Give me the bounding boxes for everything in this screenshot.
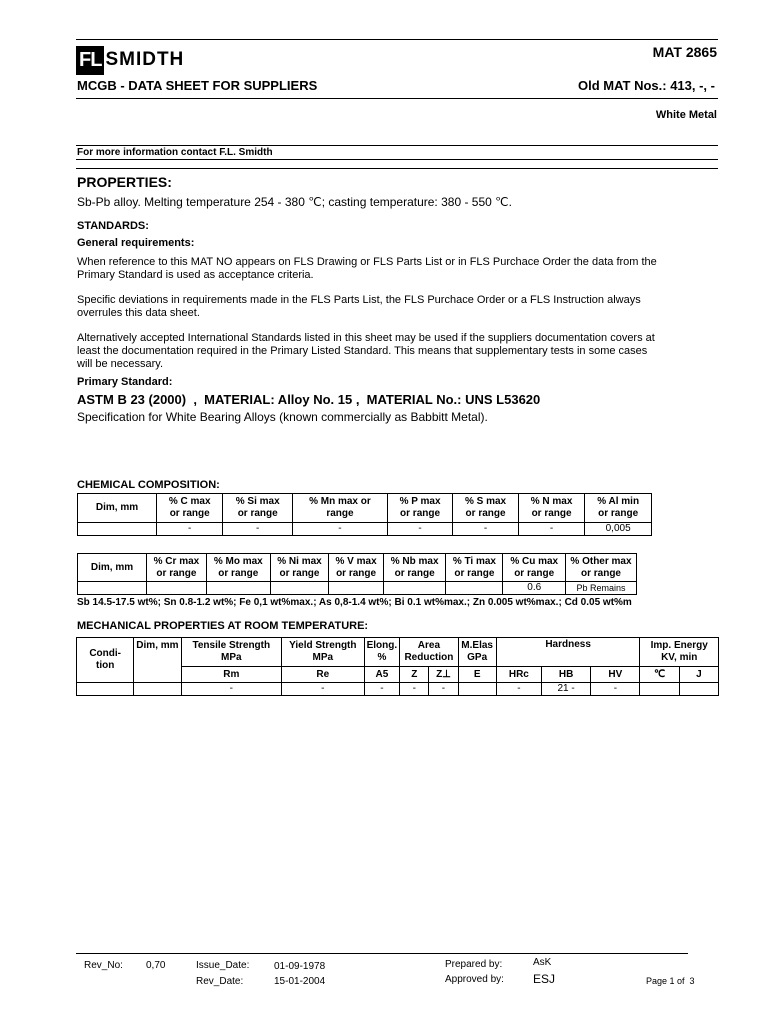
table-header-cell: Hardness bbox=[496, 638, 640, 667]
table-header-cell bbox=[453, 494, 519, 523]
table-header-cell bbox=[77, 638, 134, 683]
paragraph-line: least the documentation required in the Primary Listed Standard. This means that supplementary tests in some cases bbox=[77, 345, 648, 357]
contact-rule-bottom bbox=[76, 159, 718, 160]
table-header-cell bbox=[293, 494, 388, 523]
header-line: % Nb max bbox=[390, 555, 439, 567]
table-cell: - bbox=[496, 683, 541, 696]
header-line: % Other max bbox=[570, 555, 632, 567]
header-line: GPa bbox=[467, 652, 488, 663]
header-line: or range bbox=[218, 567, 259, 579]
properties-text: Sb-Pb alloy. Melting temperature 254 - 380 ℃; casting temperature: 380 - 550 ℃. bbox=[77, 195, 512, 209]
header-line: or range bbox=[598, 508, 639, 519]
chemical-composition-heading: CHEMICAL COMPOSITION: bbox=[77, 479, 220, 491]
table-header-cell bbox=[640, 638, 719, 667]
table-cell bbox=[134, 683, 181, 696]
header-line: % C max bbox=[168, 496, 211, 507]
table-header-cell bbox=[147, 554, 207, 582]
table-cell bbox=[383, 582, 446, 595]
contact-line: For more information contact F.L. Smidth bbox=[77, 147, 273, 158]
rev-date: 15-01-2004 bbox=[274, 976, 326, 987]
contact-rule-bottom-2 bbox=[76, 168, 718, 169]
table-cell: - bbox=[518, 523, 584, 536]
table-subheader-cell: E bbox=[458, 667, 496, 683]
prepared-by: AsK bbox=[533, 957, 552, 968]
table-cell bbox=[446, 582, 503, 595]
primary-standard: ASTM B 23 (2000) , MATERIAL: Alloy No. 15 , MATERIAL No.: UNS L53620 bbox=[77, 392, 541, 407]
header-line: Yield Strength bbox=[289, 640, 357, 651]
table-header-cell bbox=[566, 554, 637, 582]
table-subheader-cell: HRc bbox=[496, 667, 541, 683]
rev-no-label: Rev_No: bbox=[84, 960, 123, 971]
table-cell: - bbox=[591, 683, 640, 696]
header-line: Imp. Energy bbox=[650, 640, 708, 651]
table-cell: - bbox=[429, 683, 458, 696]
table-header-cell: Dim, mm bbox=[134, 638, 181, 683]
page-number: Page 1 of 3 bbox=[646, 976, 695, 986]
properties-heading: PROPERTIES: bbox=[77, 174, 172, 190]
paragraph-line: Specific deviations in requirements made in the FLS Parts List, the FLS Purchace Order or a FLS Instruction always bbox=[77, 294, 641, 306]
general-requirements-paragraph-3 bbox=[77, 332, 655, 371]
table-subheader-cell: HV bbox=[591, 667, 640, 683]
chemical-table-2 bbox=[77, 553, 637, 595]
header-line: KV, min bbox=[661, 652, 698, 663]
issue-date-label: Issue_Date: bbox=[196, 960, 250, 971]
table-header-cell bbox=[364, 638, 400, 667]
prepared-by-label: Prepared by: bbox=[445, 959, 503, 970]
table-header-cell bbox=[503, 554, 566, 582]
top-rule bbox=[76, 39, 718, 40]
table-header-cell bbox=[446, 554, 503, 582]
header-line: or range bbox=[237, 508, 278, 519]
table-cell: 21 - bbox=[541, 683, 590, 696]
header-line: % Ti max bbox=[452, 555, 496, 567]
header-line: Tensile Strength bbox=[192, 640, 271, 651]
table-subheader-cell: ℃ bbox=[640, 667, 679, 683]
composition-note: Sb 14.5-17.5 wt%; Sn 0.8-1.2 wt%; Fe 0,1 wt%max.; As 0,8-1.4 wt%; Bi 0.1 wt%max.; Zn 0.005 wt%max.; Cd 0.05 wt%m bbox=[77, 597, 632, 608]
header-line: tion bbox=[95, 660, 115, 671]
material-type: White Metal bbox=[655, 109, 717, 121]
table-cell: 0.6 bbox=[503, 582, 566, 595]
header-line: MPa bbox=[221, 652, 242, 663]
header-line: or range bbox=[531, 508, 572, 519]
table-cell: Pb Remains bbox=[566, 582, 637, 595]
header-line: % Cu max bbox=[510, 555, 559, 567]
header-line: % Ni max bbox=[277, 555, 322, 567]
table-cell bbox=[147, 582, 207, 595]
primary-standard-specification: Specification for White Bearing Alloys (known commercially as Babbitt Metal). bbox=[77, 410, 488, 424]
approved-by: ESJ bbox=[533, 972, 556, 986]
table-cell: - bbox=[223, 523, 293, 536]
table-cell: - bbox=[282, 683, 364, 696]
table-cell bbox=[77, 683, 134, 696]
paragraph-line: When reference to this MAT NO appears on FLS Drawing or FLS Parts List or in FLS Purchace Order the data from the bbox=[77, 256, 657, 268]
table-cell bbox=[640, 683, 679, 696]
header-line: % Al min bbox=[597, 496, 640, 507]
table-cell: - bbox=[453, 523, 519, 536]
table-header-cell bbox=[458, 638, 496, 667]
table-header-cell bbox=[400, 638, 458, 667]
footer-rule bbox=[76, 953, 688, 954]
table-subheader-cell: J bbox=[679, 667, 718, 683]
header-line: or range bbox=[454, 567, 495, 579]
mat-number: MAT 2865 bbox=[652, 44, 717, 60]
table-cell bbox=[458, 683, 496, 696]
table-header-cell bbox=[157, 494, 223, 523]
general-requirements-heading: General requirements: bbox=[77, 237, 195, 249]
header-line: MPa bbox=[312, 652, 334, 663]
approved-by-label: Approved by: bbox=[445, 974, 504, 985]
mechanical-table bbox=[76, 637, 719, 696]
table-header-cell bbox=[585, 494, 652, 523]
table-subheader-cell: HB bbox=[541, 667, 590, 683]
header-line: Dim, mm bbox=[90, 561, 134, 573]
header-line: % Si max bbox=[235, 496, 280, 507]
header-line: Area bbox=[417, 640, 441, 651]
table-cell bbox=[78, 582, 147, 595]
title-rule bbox=[76, 98, 718, 99]
old-mat-numbers: Old MAT Nos.: 413, -, - bbox=[578, 78, 715, 93]
header-line: or range bbox=[279, 567, 320, 579]
header-line: range bbox=[326, 508, 354, 519]
general-requirements-paragraph-1 bbox=[77, 256, 657, 282]
header-line: % S max bbox=[464, 496, 507, 507]
header-line: Reduction bbox=[404, 652, 454, 663]
contact-rule-top bbox=[76, 145, 718, 146]
paragraph-line: Alternatively accepted International Standards listed in this sheet may be used if the suppliers documentation covers at bbox=[77, 332, 655, 344]
paragraph-line: overrules this data sheet. bbox=[77, 307, 200, 319]
mechanical-properties-heading: MECHANICAL PROPERTIES AT ROOM TEMPERATURE: bbox=[77, 620, 369, 632]
document-title: MCGB - DATA SHEET FOR SUPPLIERS bbox=[77, 78, 318, 93]
table-cell bbox=[206, 582, 270, 595]
header-line: or range bbox=[394, 567, 435, 579]
header-line: or range bbox=[156, 567, 197, 579]
table-header-cell bbox=[282, 638, 364, 667]
header-line: % Mn max or bbox=[309, 496, 371, 507]
table-cell: - bbox=[387, 523, 452, 536]
header-line: % Mo max bbox=[213, 555, 263, 567]
header-line: or range bbox=[514, 567, 555, 579]
table-header-cell bbox=[383, 554, 446, 582]
paragraph-line: will be necessary. bbox=[77, 358, 163, 370]
table-header-cell bbox=[223, 494, 293, 523]
header-line: or range bbox=[580, 567, 621, 579]
table-header-cell bbox=[270, 554, 329, 582]
table-cell: - bbox=[364, 683, 400, 696]
header-line: % N max bbox=[530, 496, 573, 507]
table-header-cell bbox=[78, 494, 157, 523]
header-line: % bbox=[377, 652, 387, 663]
header-line: % Cr max bbox=[153, 555, 200, 567]
logo-text: SMIDTH bbox=[105, 49, 185, 70]
table-subheader-cell: Z⊥ bbox=[429, 667, 458, 683]
table-cell bbox=[78, 523, 157, 536]
table-cell: 0,005 bbox=[585, 523, 652, 536]
chemical-table-1 bbox=[77, 493, 652, 536]
header-line: or range bbox=[400, 508, 441, 519]
table-cell: - bbox=[400, 683, 429, 696]
primary-standard-label: Primary Standard: bbox=[77, 376, 173, 388]
header-line: or range bbox=[169, 508, 210, 519]
table-cell bbox=[329, 582, 384, 595]
rev-date-label: Rev_Date: bbox=[196, 976, 244, 987]
table-header-cell bbox=[181, 638, 282, 667]
table-header-cell bbox=[78, 554, 147, 582]
standards-heading: STANDARDS: bbox=[77, 220, 149, 232]
table-header-cell bbox=[206, 554, 270, 582]
issue-date: 01-09-1978 bbox=[274, 961, 326, 972]
paragraph-line: Primary Standard is used as acceptance criteria. bbox=[77, 269, 314, 281]
table-cell: - bbox=[293, 523, 388, 536]
header-line: % P max bbox=[399, 496, 441, 507]
table-cell bbox=[679, 683, 718, 696]
table-cell: - bbox=[157, 523, 223, 536]
header-line: Elong. bbox=[366, 640, 398, 651]
table-subheader-cell: Rm bbox=[181, 667, 282, 683]
header-line: or range bbox=[465, 508, 506, 519]
header-line: Dim, mm bbox=[95, 502, 139, 513]
rev-no: 0,70 bbox=[146, 960, 166, 971]
header-line: % V max bbox=[335, 555, 377, 567]
header-line: M.Elas bbox=[461, 640, 493, 651]
table-cell bbox=[270, 582, 329, 595]
header-line: or range bbox=[336, 567, 377, 579]
header-line: Condi- bbox=[89, 648, 121, 659]
table-header-cell bbox=[518, 494, 584, 523]
table-header-cell bbox=[387, 494, 452, 523]
logo-mark: FL bbox=[76, 46, 104, 75]
table-subheader-cell: Re bbox=[282, 667, 364, 683]
table-cell: - bbox=[181, 683, 282, 696]
company-logo bbox=[76, 44, 184, 76]
general-requirements-paragraph-2 bbox=[77, 294, 641, 320]
table-subheader-cell: A5 bbox=[364, 667, 400, 683]
table-subheader-cell: Z bbox=[400, 667, 429, 683]
table-header-cell bbox=[329, 554, 384, 582]
